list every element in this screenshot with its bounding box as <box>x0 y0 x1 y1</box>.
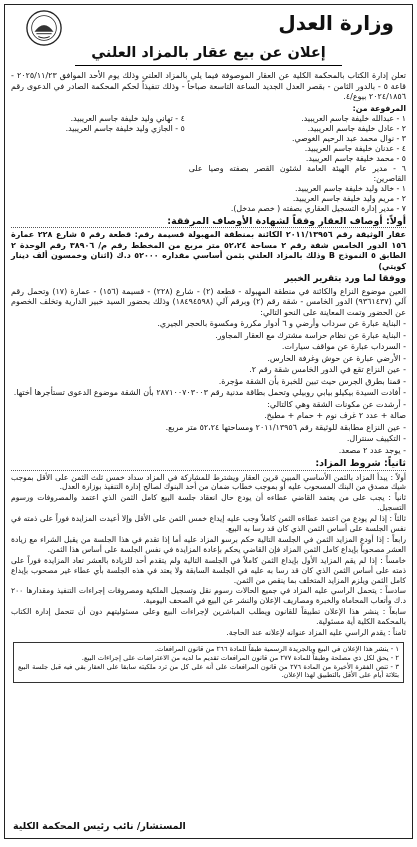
plaintiff-item: ٥ - الجازي وليد خليفة جاسم العريبيد. <box>65 123 185 133</box>
intro-paragraph: تعلن إدارة الكتاب بالمحكمة الكلية عن العقار الموصوفة فيما يلي بالمزاد العلني وذلك يوم الأحد الموافق ٢٠٢٥/١١/٢٣ - قاعة ٥ - بالدور الثامن - بقصر العدل الجديد الساعة التاسعة صباحاً - وذلك تنفيذاً لحكم المحكمة الصادر في الدعوى رقم ٢٠٢٤/١٨٥٦ بيوع/٤. <box>11 71 406 101</box>
section-conditions-title: ثانياً: شروط المزاد: <box>11 459 406 471</box>
expert-line: - أفادت السيدة بيكيلو بيابي روبيلي وتحمل بطاقة مدنية رقم ٢٨٧١٠٠٧٠٣٠٠٣ بأن الشقة موضوع الدعوى تستأجرها أختها. <box>13 388 406 397</box>
condition-item: ثامناً : يقدم الراسي عليه المزاد عنوانه لإعلانه عند الحاجة. <box>226 628 406 638</box>
expert-line: - عين النزاع مطابقة للوثيقة رقم ٢٠١١/١٣٩٥٦ ومساحتها ٥٢،٢٤ متر مربع. <box>165 422 406 432</box>
plaintiff-item: ٥ - محمد خليفة جاسم العريبيد. <box>305 153 406 163</box>
expert-paragraph: العين موضوع النزاع والكائنة في منطقة المهبولة - قطعة (٢) - شارع (٢٢٨) - قسيمة (١٥٦) - عمارة (١٧) وتحمل رقم آلي (٩٣٦١٤٣٧) الدور الخامس - شقة رقم (٢) وبرقم آلي (١٨٤٩٤٥٩٨) وذلك بحضور السيد خبير الدارية وتخلف الخصوم عن الحضور وتمت المعاينة على النحو التالي: <box>11 286 407 317</box>
note-item: ١ - ينشر هذا الإعلان في البيع وبالجريدة الرسمية طبقاً للمادة ٢٦٦ من قانون المرافعات. <box>154 645 399 653</box>
condition-item: ثانياً : يجب على من يعتمد القاضي عطاءه أن يودع حال انعقاد جلسة البيع كامل الثمن الذي اعتمد والمصروفات ورسوم التسجيل. <box>11 493 406 513</box>
expert-line: صالة + عدد ٢ غرف نوم + حمام + مطبخ. <box>264 411 406 420</box>
title-divider <box>75 65 342 66</box>
expert-line: - يوجد عدد ٢ مصعد. <box>338 445 406 455</box>
header <box>5 5 412 69</box>
ad-body <box>5 69 412 683</box>
plaintiffs-label: المرفوعة من: <box>352 103 406 113</box>
expert-line: - عين النزاع تقع في الدور الخامس شقة رقم ٢. <box>249 365 406 374</box>
plaintiffs-list <box>11 104 406 214</box>
expert-line: - التكييف سنترال. <box>346 434 406 443</box>
notes-box <box>13 642 404 683</box>
plaintiffs-right-column <box>189 104 406 214</box>
condition-item: سادساً : يتحمل الراسي عليه المزاد في جميع الحالات رسوم نقل وتسجيل الملكية ومصروفات إجراءات التنفيذ ومقدارها ٢٠٠ د.ك وأتعاب المحاماة والخبرة ومصاريف الإعلان والنشر عن البيع في الصحف اليومية. <box>11 586 406 606</box>
kuwait-emblem-icon <box>25 9 63 47</box>
section-property-title: أولاً: أوصاف العقار وفقاً لشهادة الأوصاف المرفقة: <box>11 217 406 229</box>
ad-title: إعلان عن بيع عقار بالمزاد العلني <box>91 45 326 61</box>
plaintiff-item: ١ - خالد وليد خليفة جاسم العريبيد. <box>295 183 406 193</box>
condition-item: ثالثاً : إذا لم يودع من اعتمد عطاءه الثمن كاملاً وجب عليه إيداع خمس الثمن على الأقل وإلا أعيدت المزايدة فوراً على ذمته في نفس الجلسة على أساس الثمن الذي كان قد رسا به البيع. <box>11 514 406 534</box>
condition-item: سابعاً : ينشر هذا الإعلان تطبيقاً للقانون ويطلب المباشرين لإجراءات البيع وعلى مسئوليتهم دون أن تتحمل إدارة الكتاب بالمحكمة الكلية أية مسئولية. <box>11 607 406 627</box>
condition-item: خامساً : إذا لم يقم المزايد الأول بإيداع الثمن كاملاً في الجلسة التالية ولم يتقدم أحد للزيادة بالعشر تعاد المزايدة فوراً على ذمته على أساس الثمن الذي كان قد رسا به عليه في الجلسة السابقة ولا يعتد في هذه الجلسة بأي عطاء غير مصحوب بإيداع كامل الثمن ويلزم المزايد المتخلف بما ينقص من الثمن. <box>11 555 406 585</box>
signature: المستشار/ نائب رئيس المحكمة الكلية <box>13 821 186 832</box>
condition-item: رابعاً : إذا أودع المزايد الثمن في الجلسة التالية حكم برسو المزاد عليه أما إذا تقدم في هذا الجلسة من يقبل الشراء مع زيادة العشر مصحوباً بإيداع كامل الثمن المزاد فإن القاضي يحكم بإعادة المزايدة في نفس الجلسة على أساس هذا الثمن. <box>11 534 406 554</box>
plaintiff-item: ٢ - مريم وليد خليفة جاسم العريبيد. <box>292 193 406 203</box>
plaintiff-item: ٤ - تهاني وليد خليفة جاسم العريبيد. <box>70 113 185 123</box>
expert-line: - البناية عبارة عن نظام حراسة مشترك مع العقار المجاور. <box>215 330 406 340</box>
plaintiff-item: ٦ - مدير عام الهيئة العامة لشئون القصر بصفته وصيا على القاصرين: <box>188 163 406 183</box>
ministry-title: وزارة العدل <box>278 11 394 35</box>
plaintiff-item: ٢ - عادل خليفة جاسم العريبيد. <box>307 123 406 133</box>
note-item: ٣ - تنص الفقرة الأخيرة من المادة ٢٧٦ من قانون المرافعات على أنه على كل من ترد ملكيته سابقا على العقار بقي فيه قبل جلسة البيع بثلاثة أيام على الأقل بالتطبيق لهذا الإعلان. <box>18 662 399 680</box>
expert-line: - أرشدت عن مكونات الشقة وهي كالتالي: <box>267 399 406 409</box>
plaintiff-item: ٣ - نوال محمد عبد الرحيم الغوصي. <box>292 133 406 143</box>
note-item: ٢ - يحق لكل ذي مصلحة وطبقاً للمادة ٢٧٧ من قانون المرافعات تقديم ما لديه من الاعتراضات على إجراءات البيع. <box>81 653 399 662</box>
property-description: عقار الوثيقة رقم ٢٠١١/١٣٩٥٦ الكائنة بمنطقة المهبولة قسيمة رقم: قطعة رقم ٥ شارع ٢٢٨ عمارة ١٥٦ الدور الخامس شقة رقم ٢ مساحة ٥٢،٢٤ متر مربع من المخطط رقم م/ ٣٨٩٠٦ رقم الوحدة ٢ الطابق ٥ النموذج B وذلك بالمزاد العلني بثمن أساسي مقداره ٥٢٠٠٠ د.ك (اثنان وخمسون ألف دينار كويتي) <box>11 230 407 271</box>
expert-report-title: ووفقا لما ورد بتقرير الخبير <box>284 274 406 284</box>
expert-line: - الأرضي عبارة عن حوش وغرفة الحارس. <box>267 353 406 363</box>
expert-line: - قمنا بطرق الجرس حيث تبين للخبرة بأن الشقة مؤجرة. <box>218 376 406 386</box>
plaintiff-item: ١ - عبدالله خليفة جاسم العريبيد. <box>301 113 406 123</box>
expert-line: - السرداب عبارة عن مواقف سيارات. <box>281 342 406 351</box>
plaintiffs-left-column <box>11 104 185 214</box>
condition-item: أولاً : يبدأ المزاد بالثمن الأساسي المبين قرين العقار ويشترط للمشاركة في المزاد سداد خمس ثلث الثمن على الأقل بموجب شيك مصدق من البنك المسحوب عليه أو بموجب خطاب ضمان من أحد البنوك لصالح إدارة التنفيذ بوزارة العدل. <box>11 472 406 492</box>
plaintiff-item: ٤ - عدنان خليفة جاسم العريبيد. <box>304 143 406 153</box>
expert-line: - البناية عبارة عن سرداب وأرضي و ٦ أدوار مكررة ومكسوة بالحجر الجيري. <box>157 319 406 328</box>
plaintiff-item: ٧ - مدير إدارة التسجيل العقاري بصفته ( خصم مدخل). <box>230 203 406 213</box>
advertisement-page <box>4 4 413 839</box>
